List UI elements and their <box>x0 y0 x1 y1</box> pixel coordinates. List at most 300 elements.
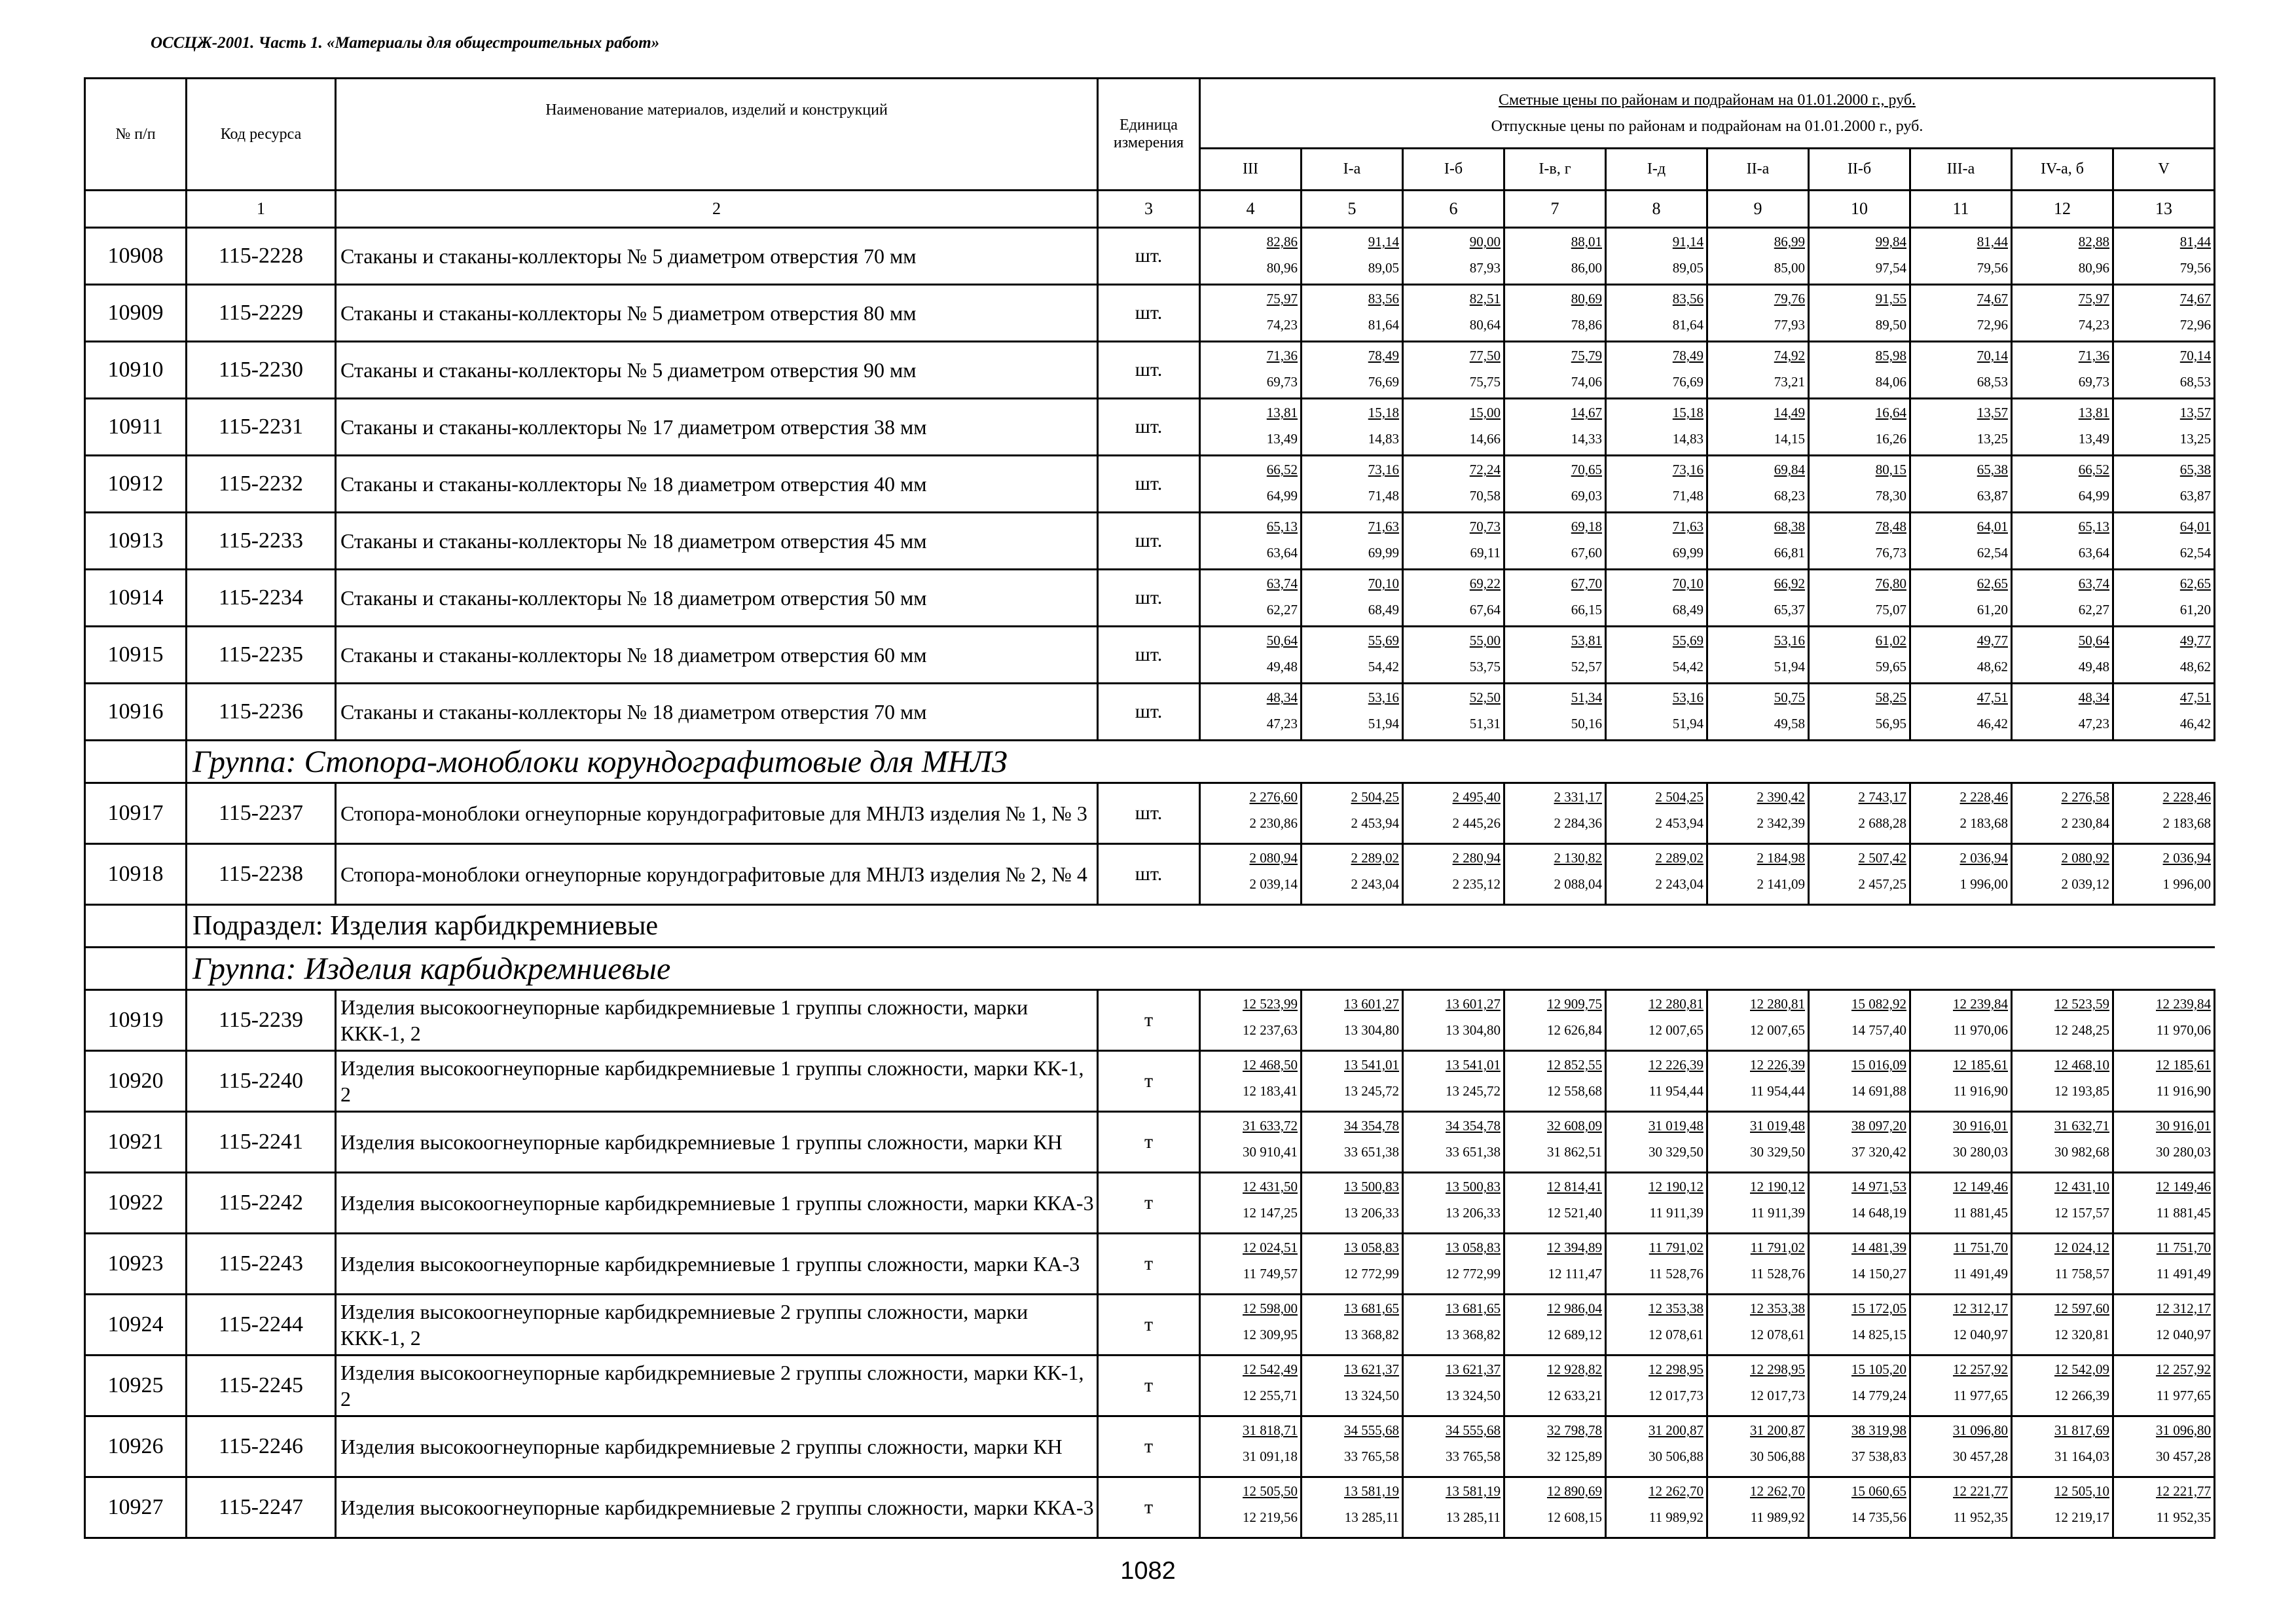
release-price: 12 626,84 <box>1547 1022 1602 1038</box>
price-cell <box>1809 1356 1910 1416</box>
estimated-price: 13,81 <box>1266 405 1298 420</box>
price-cell <box>1302 684 1403 741</box>
material-name: Стаканы и стаканы-коллекторы № 5 диаметром отверстия 70 мм <box>336 228 1098 285</box>
price-cell <box>1403 1477 1504 1538</box>
price-cell <box>1200 990 1302 1051</box>
material-name: Стаканы и стаканы-коллекторы № 18 диаметром отверстия 50 мм <box>336 570 1098 627</box>
price-cell <box>1606 627 1707 684</box>
price-cell <box>1910 1051 2012 1112</box>
estimated-price: 74,67 <box>1977 291 2008 306</box>
row-number: 10924 <box>85 1295 187 1356</box>
col-header-no: № п/п <box>85 79 187 191</box>
price-cell <box>2012 342 2113 399</box>
estimated-price: 53,16 <box>1368 690 1399 705</box>
estimated-price: 82,51 <box>1469 291 1501 306</box>
release-price: 68,49 <box>1672 602 1704 618</box>
price-cell <box>1403 228 1504 285</box>
estimated-price: 47,51 <box>2179 690 2212 705</box>
release-price: 11 970,06 <box>1953 1022 2008 1038</box>
price-cell <box>2113 228 2215 285</box>
table-row <box>85 627 2215 684</box>
estimated-price: 31 817,69 <box>2054 1422 2109 1438</box>
estimated-price: 55,69 <box>1368 633 1399 648</box>
estimated-price: 73,16 <box>1368 462 1399 477</box>
table-row <box>85 1051 2215 1112</box>
release-price: 89,05 <box>1672 260 1704 276</box>
price-cell <box>2113 513 2215 570</box>
release-price: 69,99 <box>1672 545 1704 561</box>
release-price: 62,27 <box>1266 602 1298 618</box>
release-price: 62,54 <box>1977 545 2008 561</box>
row-number: 10921 <box>85 1112 187 1173</box>
release-price: 84,06 <box>1875 374 1906 390</box>
estimated-price: 62,65 <box>2179 576 2212 591</box>
release-price: 47,23 <box>2078 716 2109 731</box>
release-price: 48,62 <box>2179 659 2212 674</box>
release-price: 11 952,35 <box>1953 1509 2008 1525</box>
estimated-price: 82,88 <box>2078 234 2109 249</box>
estimated-price: 68,38 <box>1774 519 1805 534</box>
price-cell <box>2113 285 2215 342</box>
row-number: 10918 <box>85 844 187 905</box>
col-number: 9 <box>1707 191 1809 228</box>
unit-of-measure: шт. <box>1098 684 1200 741</box>
release-price: 13 304,80 <box>1344 1022 1399 1038</box>
price-cell <box>1403 285 1504 342</box>
release-price: 30 457,28 <box>1953 1449 2008 1464</box>
table-row <box>85 990 2215 1051</box>
estimated-price: 78,49 <box>1368 348 1399 363</box>
estimated-price: 12 353,38 <box>1750 1301 1805 1316</box>
region-header: I-а <box>1302 148 1403 190</box>
subsection-title-row <box>85 905 2215 948</box>
estimated-price: 49,77 <box>2179 633 2212 648</box>
release-price: 14 779,24 <box>1851 1388 1906 1403</box>
release-price: 31 862,51 <box>1547 1144 1602 1160</box>
price-cell <box>2113 399 2215 456</box>
section-blank <box>85 948 187 990</box>
unit-of-measure: шт. <box>1098 399 1200 456</box>
release-price: 12 237,63 <box>1243 1022 1298 1038</box>
estimated-price: 81,44 <box>2179 234 2212 249</box>
estimated-price: 2 331,17 <box>1554 789 1602 805</box>
price-cell <box>1910 399 2012 456</box>
estimated-price: 83,56 <box>1368 291 1399 306</box>
price-cell <box>2012 990 2113 1051</box>
release-price: 65,37 <box>1774 602 1805 618</box>
estimated-price: 55,69 <box>1672 633 1704 648</box>
release-price: 70,58 <box>1469 488 1501 504</box>
release-price: 13 285,11 <box>1344 1509 1399 1525</box>
price-cell <box>1606 570 1707 627</box>
estimated-price: 11 791,02 <box>1649 1240 1704 1255</box>
release-price: 12 219,56 <box>1243 1509 1298 1525</box>
table-row <box>85 1112 2215 1173</box>
prices-release-title: Отпускные цены по районам и подрайонам на 01.01.2000 г., руб. <box>1491 117 1923 135</box>
estimated-price: 2 495,40 <box>1452 789 1501 805</box>
estimated-price: 80,69 <box>1571 291 1602 306</box>
estimated-price: 12 024,12 <box>2054 1240 2109 1255</box>
estimated-price: 2 276,60 <box>1249 789 1298 805</box>
price-cell <box>1302 1173 1403 1234</box>
release-price: 12 772,99 <box>1446 1266 1501 1282</box>
estimated-price: 11 751,70 <box>1953 1240 2008 1255</box>
price-cell <box>1302 513 1403 570</box>
price-cell <box>1606 1477 1707 1538</box>
release-price: 14,66 <box>1469 431 1501 447</box>
release-price: 2 039,14 <box>1249 876 1298 892</box>
row-number: 10917 <box>85 783 187 844</box>
price-cell <box>1504 1173 1606 1234</box>
release-price: 51,31 <box>1469 716 1501 731</box>
table-row <box>85 456 2215 513</box>
release-price: 49,58 <box>1774 716 1805 731</box>
price-cell <box>2012 1477 2113 1538</box>
col-number: 3 <box>1098 191 1200 228</box>
estimated-price: 13 681,65 <box>1446 1301 1501 1316</box>
price-cell <box>1504 1234 1606 1295</box>
material-name: Стопора-моноблоки огнеупорные корундографитовые для МНЛЗ изделия № 1, № 3 <box>336 783 1098 844</box>
release-price: 30 506,88 <box>1750 1449 1805 1464</box>
release-price: 72,96 <box>1977 317 2008 333</box>
estimated-price: 13,57 <box>1977 405 2008 420</box>
unit-of-measure: т <box>1098 1112 1200 1173</box>
release-price: 74,23 <box>1266 317 1298 333</box>
estimated-price: 2 504,25 <box>1351 789 1399 805</box>
unit-of-measure: т <box>1098 1356 1200 1416</box>
estimated-price: 31 200,87 <box>1750 1422 1805 1438</box>
price-cell <box>1403 990 1504 1051</box>
release-price: 52,57 <box>1571 659 1602 674</box>
release-price: 13,25 <box>2179 431 2212 447</box>
estimated-price: 12 312,17 <box>2156 1301 2212 1316</box>
estimated-price: 13 581,19 <box>1344 1483 1399 1499</box>
estimated-price: 66,52 <box>2078 462 2109 477</box>
release-price: 67,60 <box>1571 545 1602 561</box>
estimated-price: 12 190,12 <box>1649 1179 1704 1194</box>
table-row <box>85 684 2215 741</box>
release-price: 2 230,86 <box>1249 815 1298 831</box>
price-cell <box>1302 627 1403 684</box>
release-price: 11 528,76 <box>1750 1266 1805 1282</box>
estimated-price: 13 621,37 <box>1344 1361 1399 1377</box>
release-price: 14 735,56 <box>1851 1509 1906 1525</box>
estimated-price: 34 555,68 <box>1446 1422 1501 1438</box>
release-price: 14 691,88 <box>1851 1083 1906 1099</box>
price-cell <box>1707 844 1809 905</box>
price-cell <box>1910 783 2012 844</box>
release-price: 12 078,61 <box>1649 1327 1704 1342</box>
release-price: 63,87 <box>1977 488 2008 504</box>
unit-of-measure: т <box>1098 1416 1200 1477</box>
release-price: 80,96 <box>2078 260 2109 276</box>
estimated-price: 67,70 <box>1571 576 1602 591</box>
estimated-price: 15 060,65 <box>1851 1483 1906 1499</box>
price-cell <box>2113 1234 2215 1295</box>
material-name: Изделия высокоогнеупорные карбидкремниевые 1 группы сложности, марки ККК-1, 2 <box>336 990 1098 1051</box>
release-price: 69,73 <box>2078 374 2109 390</box>
release-price: 74,06 <box>1571 374 1602 390</box>
release-price: 30 982,68 <box>2054 1144 2109 1160</box>
price-cell <box>1200 513 1302 570</box>
price-cell <box>1707 1477 1809 1538</box>
release-price: 80,96 <box>1266 260 1298 276</box>
release-price: 33 765,58 <box>1344 1449 1399 1464</box>
price-cell <box>1910 1356 2012 1416</box>
unit-of-measure: шт. <box>1098 783 1200 844</box>
price-cell <box>1606 783 1707 844</box>
estimated-price: 64,01 <box>2179 519 2212 534</box>
release-price: 11 881,45 <box>2156 1205 2212 1221</box>
estimated-price: 12 909,75 <box>1547 996 1602 1012</box>
price-cell <box>1504 456 1606 513</box>
price-cell <box>2113 456 2215 513</box>
release-price: 54,42 <box>1368 659 1399 674</box>
estimated-price: 14,49 <box>1774 405 1805 420</box>
price-cell <box>1200 1234 1302 1295</box>
release-price: 13 206,33 <box>1344 1205 1399 1221</box>
estimated-price: 61,02 <box>1875 633 1906 648</box>
price-cell <box>1403 513 1504 570</box>
price-cell <box>1302 1234 1403 1295</box>
price-cell <box>1403 684 1504 741</box>
release-price: 12 320,81 <box>2054 1327 2109 1342</box>
price-cell <box>1302 399 1403 456</box>
price-cell <box>1910 844 2012 905</box>
resource-code: 115-2234 <box>187 570 336 627</box>
estimated-price: 12 312,17 <box>1953 1301 2008 1316</box>
price-cell <box>2012 1356 2113 1416</box>
estimated-price: 12 814,41 <box>1547 1179 1602 1194</box>
release-price: 69,03 <box>1571 488 1602 504</box>
release-price: 12 633,21 <box>1547 1388 1602 1403</box>
estimated-price: 70,14 <box>2179 348 2212 363</box>
row-number: 10922 <box>85 1173 187 1234</box>
release-price: 51,94 <box>1672 716 1704 731</box>
release-price: 11 491,49 <box>2156 1266 2212 1282</box>
price-cell <box>1809 844 1910 905</box>
price-cell <box>1910 1416 2012 1477</box>
estimated-price: 12 149,46 <box>1953 1179 2008 1194</box>
estimated-price: 79,76 <box>1774 291 1805 306</box>
estimated-price: 62,65 <box>1977 576 2008 591</box>
release-price: 49,48 <box>1266 659 1298 674</box>
price-cell <box>1707 342 1809 399</box>
unit-of-measure: шт. <box>1098 228 1200 285</box>
price-cell <box>1504 228 1606 285</box>
unit-of-measure: т <box>1098 990 1200 1051</box>
release-price: 78,30 <box>1875 488 1906 504</box>
price-cell <box>1809 570 1910 627</box>
row-number: 10910 <box>85 342 187 399</box>
release-price: 11 989,92 <box>1750 1509 1805 1525</box>
release-price: 11 749,57 <box>1243 1266 1298 1282</box>
release-price: 13 324,50 <box>1344 1388 1399 1403</box>
release-price: 30 910,41 <box>1243 1144 1298 1160</box>
unit-of-measure: шт. <box>1098 285 1200 342</box>
price-cell <box>2012 1234 2113 1295</box>
price-cell <box>1809 228 1910 285</box>
price-cell <box>1910 1295 2012 1356</box>
price-cell <box>2113 1173 2215 1234</box>
release-price: 2 342,39 <box>1757 815 1805 831</box>
estimated-price: 64,01 <box>1977 519 2008 534</box>
release-price: 87,93 <box>1469 260 1501 276</box>
estimated-price: 71,63 <box>1368 519 1399 534</box>
price-cell <box>2113 342 2215 399</box>
price-cell <box>1910 513 2012 570</box>
price-cell <box>1403 1112 1504 1173</box>
price-cell <box>1504 342 1606 399</box>
release-price: 71,48 <box>1672 488 1704 504</box>
table-row <box>85 570 2215 627</box>
estimated-price: 70,10 <box>1672 576 1704 591</box>
resource-code: 115-2236 <box>187 684 336 741</box>
estimated-price: 31 019,48 <box>1750 1118 1805 1134</box>
price-cell <box>1910 570 2012 627</box>
estimated-price: 12 149,46 <box>2156 1179 2212 1194</box>
estimated-price: 12 431,50 <box>1243 1179 1298 1194</box>
release-price: 66,15 <box>1571 602 1602 618</box>
release-price: 64,99 <box>1266 488 1298 504</box>
resource-code: 115-2241 <box>187 1112 336 1173</box>
price-cell <box>1707 1295 1809 1356</box>
release-price: 13,49 <box>1266 431 1298 447</box>
price-cell <box>1200 1356 1302 1416</box>
price-cell <box>1302 1477 1403 1538</box>
release-price: 81,64 <box>1368 317 1399 333</box>
price-cell <box>1809 1295 1910 1356</box>
estimated-price: 66,92 <box>1774 576 1805 591</box>
estimated-price: 12 280,81 <box>1750 996 1805 1012</box>
price-cell <box>1910 1477 2012 1538</box>
col-number: 7 <box>1504 191 1606 228</box>
release-price: 51,94 <box>1368 716 1399 731</box>
release-price: 54,42 <box>1672 659 1704 674</box>
release-price: 72,96 <box>2179 317 2212 333</box>
price-cell <box>1302 1356 1403 1416</box>
estimated-price: 2 228,46 <box>1959 789 2008 805</box>
price-cell <box>1403 342 1504 399</box>
release-price: 11 528,76 <box>1649 1266 1704 1282</box>
prices-estimated-title: Сметные цены по районам и подрайонам на 01.01.2000 г., руб. <box>1498 91 1916 109</box>
estimated-price: 38 319,98 <box>1851 1422 1906 1438</box>
region-header: I-б <box>1403 148 1504 190</box>
table-row <box>85 228 2215 285</box>
price-cell <box>2012 1051 2113 1112</box>
estimated-price: 12 852,55 <box>1547 1057 1602 1073</box>
price-cell <box>2113 1295 2215 1356</box>
price-cell <box>1707 1112 1809 1173</box>
resource-code: 115-2242 <box>187 1173 336 1234</box>
release-price: 12 017,73 <box>1750 1388 1805 1403</box>
table-body <box>85 228 2215 1538</box>
resource-code: 115-2238 <box>187 844 336 905</box>
estimated-price: 50,75 <box>1774 690 1805 705</box>
release-price: 78,86 <box>1571 317 1602 333</box>
price-cell <box>1809 399 1910 456</box>
estimated-price: 70,65 <box>1571 462 1602 477</box>
estimated-price: 12 505,10 <box>2054 1483 2109 1499</box>
estimated-price: 34 354,78 <box>1344 1118 1399 1134</box>
price-cell <box>1809 1416 1910 1477</box>
release-price: 11 970,06 <box>2156 1022 2212 1038</box>
estimated-price: 2 036,94 <box>2162 850 2212 866</box>
release-price: 12 193,85 <box>2054 1083 2109 1099</box>
price-cell <box>1403 627 1504 684</box>
unit-of-measure: шт. <box>1098 456 1200 513</box>
price-cell <box>1504 1051 1606 1112</box>
price-cell <box>1504 844 1606 905</box>
release-price: 11 989,92 <box>1649 1509 1704 1525</box>
price-cell <box>1606 399 1707 456</box>
release-price: 30 280,03 <box>1953 1144 2008 1160</box>
material-name: Стаканы и стаканы-коллекторы № 17 диаметром отверстия 38 мм <box>336 399 1098 456</box>
price-cell <box>1403 399 1504 456</box>
release-price: 2 457,25 <box>1858 876 1906 892</box>
release-price: 32 125,89 <box>1547 1449 1602 1464</box>
estimated-price: 12 468,50 <box>1243 1057 1298 1073</box>
estimated-price: 12 024,51 <box>1243 1240 1298 1255</box>
price-cell <box>1504 990 1606 1051</box>
release-price: 62,54 <box>2179 545 2212 561</box>
release-price: 46,42 <box>1977 716 2008 731</box>
price-cell <box>1504 1295 1606 1356</box>
price-cell <box>1707 399 1809 456</box>
release-price: 12 248,25 <box>2054 1022 2109 1038</box>
release-price: 81,64 <box>1672 317 1704 333</box>
estimated-price: 14,67 <box>1571 405 1602 420</box>
price-cell <box>1809 456 1910 513</box>
estimated-price: 72,24 <box>1469 462 1501 477</box>
material-name: Стаканы и стаканы-коллекторы № 18 диаметром отверстия 45 мм <box>336 513 1098 570</box>
release-price: 14 150,27 <box>1851 1266 1906 1282</box>
price-cell <box>1606 1356 1707 1416</box>
release-price: 50,16 <box>1571 716 1602 731</box>
row-number: 10926 <box>85 1416 187 1477</box>
price-cell <box>1910 228 2012 285</box>
estimated-price: 12 986,04 <box>1547 1301 1602 1316</box>
price-cell <box>1809 1173 1910 1234</box>
release-price: 64,99 <box>2078 488 2109 504</box>
estimated-price: 12 221,77 <box>1953 1483 2008 1499</box>
estimated-price: 75,97 <box>1266 291 1298 306</box>
price-cell <box>2113 1416 2215 1477</box>
page-number: 1082 <box>1120 1557 1176 1585</box>
release-price: 12 608,15 <box>1547 1509 1602 1525</box>
estimated-price: 2 036,94 <box>1959 850 2008 866</box>
material-name: Изделия высокоогнеупорные карбидкремниевые 1 группы сложности, марки КК-1, 2 <box>336 1051 1098 1112</box>
estimated-price: 30 916,01 <box>2156 1118 2212 1134</box>
resource-code: 115-2244 <box>187 1295 336 1356</box>
col-number: 13 <box>2113 191 2215 228</box>
estimated-price: 12 221,77 <box>2156 1483 2212 1499</box>
col-header-name: Наименование материалов, изделий и конструкций <box>336 79 1098 191</box>
estimated-price: 2 289,02 <box>1655 850 1704 866</box>
price-cell <box>1606 1051 1707 1112</box>
price-cell <box>1606 228 1707 285</box>
release-price: 12 309,95 <box>1243 1327 1298 1342</box>
estimated-price: 82,86 <box>1266 234 1298 249</box>
estimated-price: 12 523,99 <box>1243 996 1298 1012</box>
price-cell <box>1200 684 1302 741</box>
region-header: V <box>2113 148 2215 190</box>
table-row <box>85 513 2215 570</box>
price-cell <box>1403 844 1504 905</box>
release-price: 30 280,03 <box>2156 1144 2212 1160</box>
section-blank <box>85 905 187 948</box>
price-cell <box>1606 684 1707 741</box>
